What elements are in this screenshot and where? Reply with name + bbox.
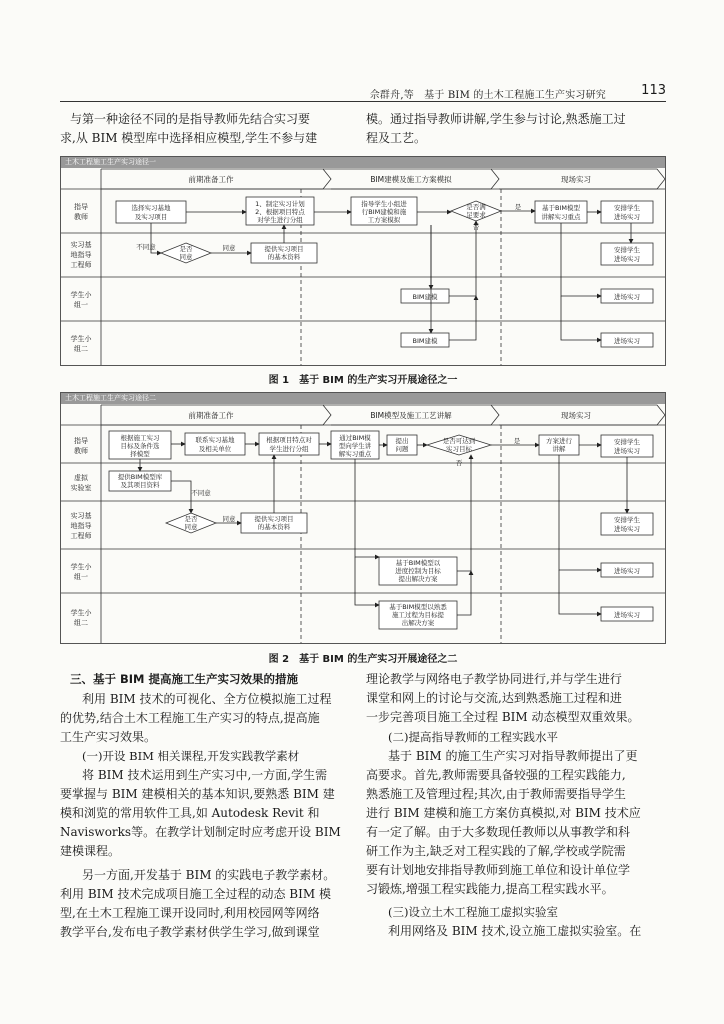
figure-1-caption: 图 1 基于 BIM 的生产实习开展途径之一 — [268, 375, 458, 386]
f1-lane-2: 实习基地指导工程师 — [70, 241, 92, 269]
f2-box-proc: 基于BIM模型以熟悉施工过程为目标提出解决方案 — [389, 603, 447, 627]
f2-box-arrange-2: 安排学生进场实习 — [614, 516, 640, 533]
f1-box-plan: 1、制定实习计划 2、根据项目特点对学生进行分组 — [255, 200, 305, 224]
f2-phase-1: 前期准备工作 — [188, 411, 234, 420]
figure-2-caption: 图 2 基于 BIM 的生产实习开展途径之二 — [268, 654, 458, 665]
f1-box-select-base: 选择实习基地及实习项目 — [131, 204, 171, 221]
f2-box-provide: 提供实习项目的基本资料 — [254, 515, 294, 531]
top-left-paragraph: 与第一种途径不同的是指导教师先结合实习要 求,从 BIM 模型库中选择相应模型,学生不参与建 — [60, 112, 318, 145]
subsection-2-heading: (二)提高指导教师的工程实践水平 — [388, 730, 558, 744]
f2-lane-3: 实习基地指导工程师 — [70, 512, 92, 540]
f2-lane-1: 指导教师 — [74, 437, 88, 455]
section-intro: 利用 BIM 技术的可视化、全方位模拟施工过程 的优势,结合土木工程施工生产实习的特点,提高施 工生产实习效果。 — [60, 692, 332, 744]
f1-lane-3: 学生小组一 — [70, 291, 92, 309]
f1-label-no-1: 不同意 — [136, 243, 156, 251]
f1-label-no-2: 否 — [472, 223, 480, 231]
f1-box-meet: 是否满足要求 — [466, 203, 486, 219]
subsection-3-heading: (三)设立土木工程施工虚拟实验室 — [388, 905, 558, 919]
f1-label-yes-1: 同意 — [222, 244, 236, 252]
f2-box-explain: 通过BIM模型向学生讲解实习重点 — [338, 434, 372, 458]
f2-box-select-model: 根据施工实习目标及条件选择模型 — [120, 434, 160, 458]
running-header — [60, 84, 666, 102]
f2-label-yes-2: 是 — [513, 437, 521, 445]
running-title: 佘群舟,等 基于 BIM 的土木工程施工生产实习研究 — [369, 90, 606, 101]
f1-label-yes-2: 是 — [514, 203, 522, 211]
f2-box-agree: 是否同意 — [184, 515, 198, 531]
f1-box-guide: 指导学生小组进行BIM建模和施工方案模拟 — [361, 200, 407, 224]
f2-box-meet: 是否可达到实习目标 — [442, 437, 476, 453]
f2-phase-2: BIM模型及施工工艺讲解 — [370, 411, 452, 420]
f2-box-provide-lib: 提供BIM模型库及其项目资料 — [117, 473, 163, 489]
f1-phase-1: 前期准备工作 — [188, 175, 234, 184]
f2-lane-4: 学生小组一 — [70, 563, 92, 581]
f1-box-site-2: 进场实习 — [614, 337, 640, 345]
f2-box-prog: 基于BIM模型以进度控制为目标提出解决方案 — [395, 559, 441, 583]
f1-lane-4: 学生小组二 — [70, 335, 92, 353]
subsection-3-paragraph: 利用网络及 BIM 技术,设立施工虚拟实验室。在 — [388, 924, 642, 938]
f1-box-agree: 是否同意 — [179, 245, 193, 261]
f1-box-bim-2: BIM建模 — [412, 337, 438, 345]
top-right-paragraph: 模。通过指导教师讲解,学生参与讨论,熟悉施工过 程及工艺。 — [366, 112, 626, 145]
f1-box-arrange-2: 安排学生进场实习 — [614, 246, 640, 263]
f2-box-contact: 联系实习基地及相关单位 — [195, 436, 235, 453]
f2-box-site-1: 进场实习 — [614, 567, 640, 575]
f1-box-provide: 提供实习项目的基本资料 — [264, 245, 304, 261]
f2-box-site-2: 进场实习 — [614, 611, 640, 619]
f2-label-no-2: 否 — [455, 459, 463, 467]
section-heading: 三、基于 BIM 提高施工生产实习效果的措施 — [70, 672, 298, 686]
figure-2-flowchart — [61, 393, 665, 643]
f1-box-bim-1: BIM建模 — [412, 293, 438, 301]
f1-phase-2: BIM建模及施工方案模拟 — [370, 175, 452, 184]
figure-2-title-bar: 土木工程施工生产实习途径二 — [61, 393, 665, 404]
f2-lane-5: 学生小组二 — [70, 609, 92, 627]
right-column-paragraph: 理论教学与网络电子教学协同进行,并与学生进行 课堂和网上的讨论与交流,达到熟悉施工过程和进 一步完善项目施工全过程 BIM 动态模型双重效果。 — [366, 672, 640, 724]
f2-box-group: 根据项目特点对学生进行分组 — [266, 436, 312, 453]
f2-label-no-1: 不同意 — [191, 489, 211, 497]
f2-lane-2: 虚拟实验室 — [70, 474, 92, 492]
f1-box-arrange-1: 安排学生进场实习 — [614, 204, 640, 221]
subsection-1-paragraph: 将 BIM 技术运用到生产实习中,一方面,学生需 要掌握与 BIM 建模相关的基本知识,要熟悉 BIM 建 模和浏览的常用软件工具,如 Autodesk Revit 和 Navisworks等。在教学计划制定时应考虑开设 BIM 建模课程。 — [60, 768, 341, 858]
figure-1-title-bar: 土木工程施工生产实习途径一 — [61, 157, 665, 168]
subsection-1-heading: (一)开设 BIM 相关课程,开发实践教学素材 — [82, 749, 300, 763]
f2-label-yes-1: 同意 — [222, 515, 236, 523]
f1-lane-1: 指导教师 — [74, 203, 88, 221]
f1-box-explain: 基于BIM模型讲解实习重点 — [541, 204, 581, 221]
f2-box-raise: 提出问题 — [395, 437, 409, 453]
figure-1-flowchart — [61, 157, 665, 365]
f1-box-site-1: 进场实习 — [614, 293, 640, 301]
f2-box-arrange-1: 安排学生进场实习 — [614, 438, 640, 455]
figure-2 — [60, 392, 666, 644]
subsection-2-paragraph: 基于 BIM 的施工生产实习对指导教师提出了更 高要求。首先,教师需要具备较强的工程实践能力, 熟悉施工及管理过程;其次,由于教师需要指导学生 进行 BIM 建模和施工方案仿真模拟,对 BIM 技术应 有一定了解。由于大多数现任教师以从事教学和科 研工作为主,缺乏对工程实践的了解,学校或学院需 要有计划地安排指导教师到施工单位和设计单位学 习锻炼,增强工程实践能力,提高工程实践水平。 — [366, 749, 641, 896]
f2-box-plan: 方案进行讲解 — [546, 437, 572, 453]
figure-1 — [60, 156, 666, 366]
page-number: 113 — [641, 83, 666, 98]
f1-phase-3: 现场实习 — [561, 175, 591, 184]
f2-phase-3: 现场实习 — [561, 411, 591, 420]
subsection-1b-paragraph: 另一方面,开发基于 BIM 的实践电子教学素材。 利用 BIM 技术完成项目施工全过程的动态 BIM 模 型,在土木工程施工课开设同时,利用校园网等网络 教学平台,发布电子教学素材供学生学习,做到课堂 — [60, 868, 336, 939]
